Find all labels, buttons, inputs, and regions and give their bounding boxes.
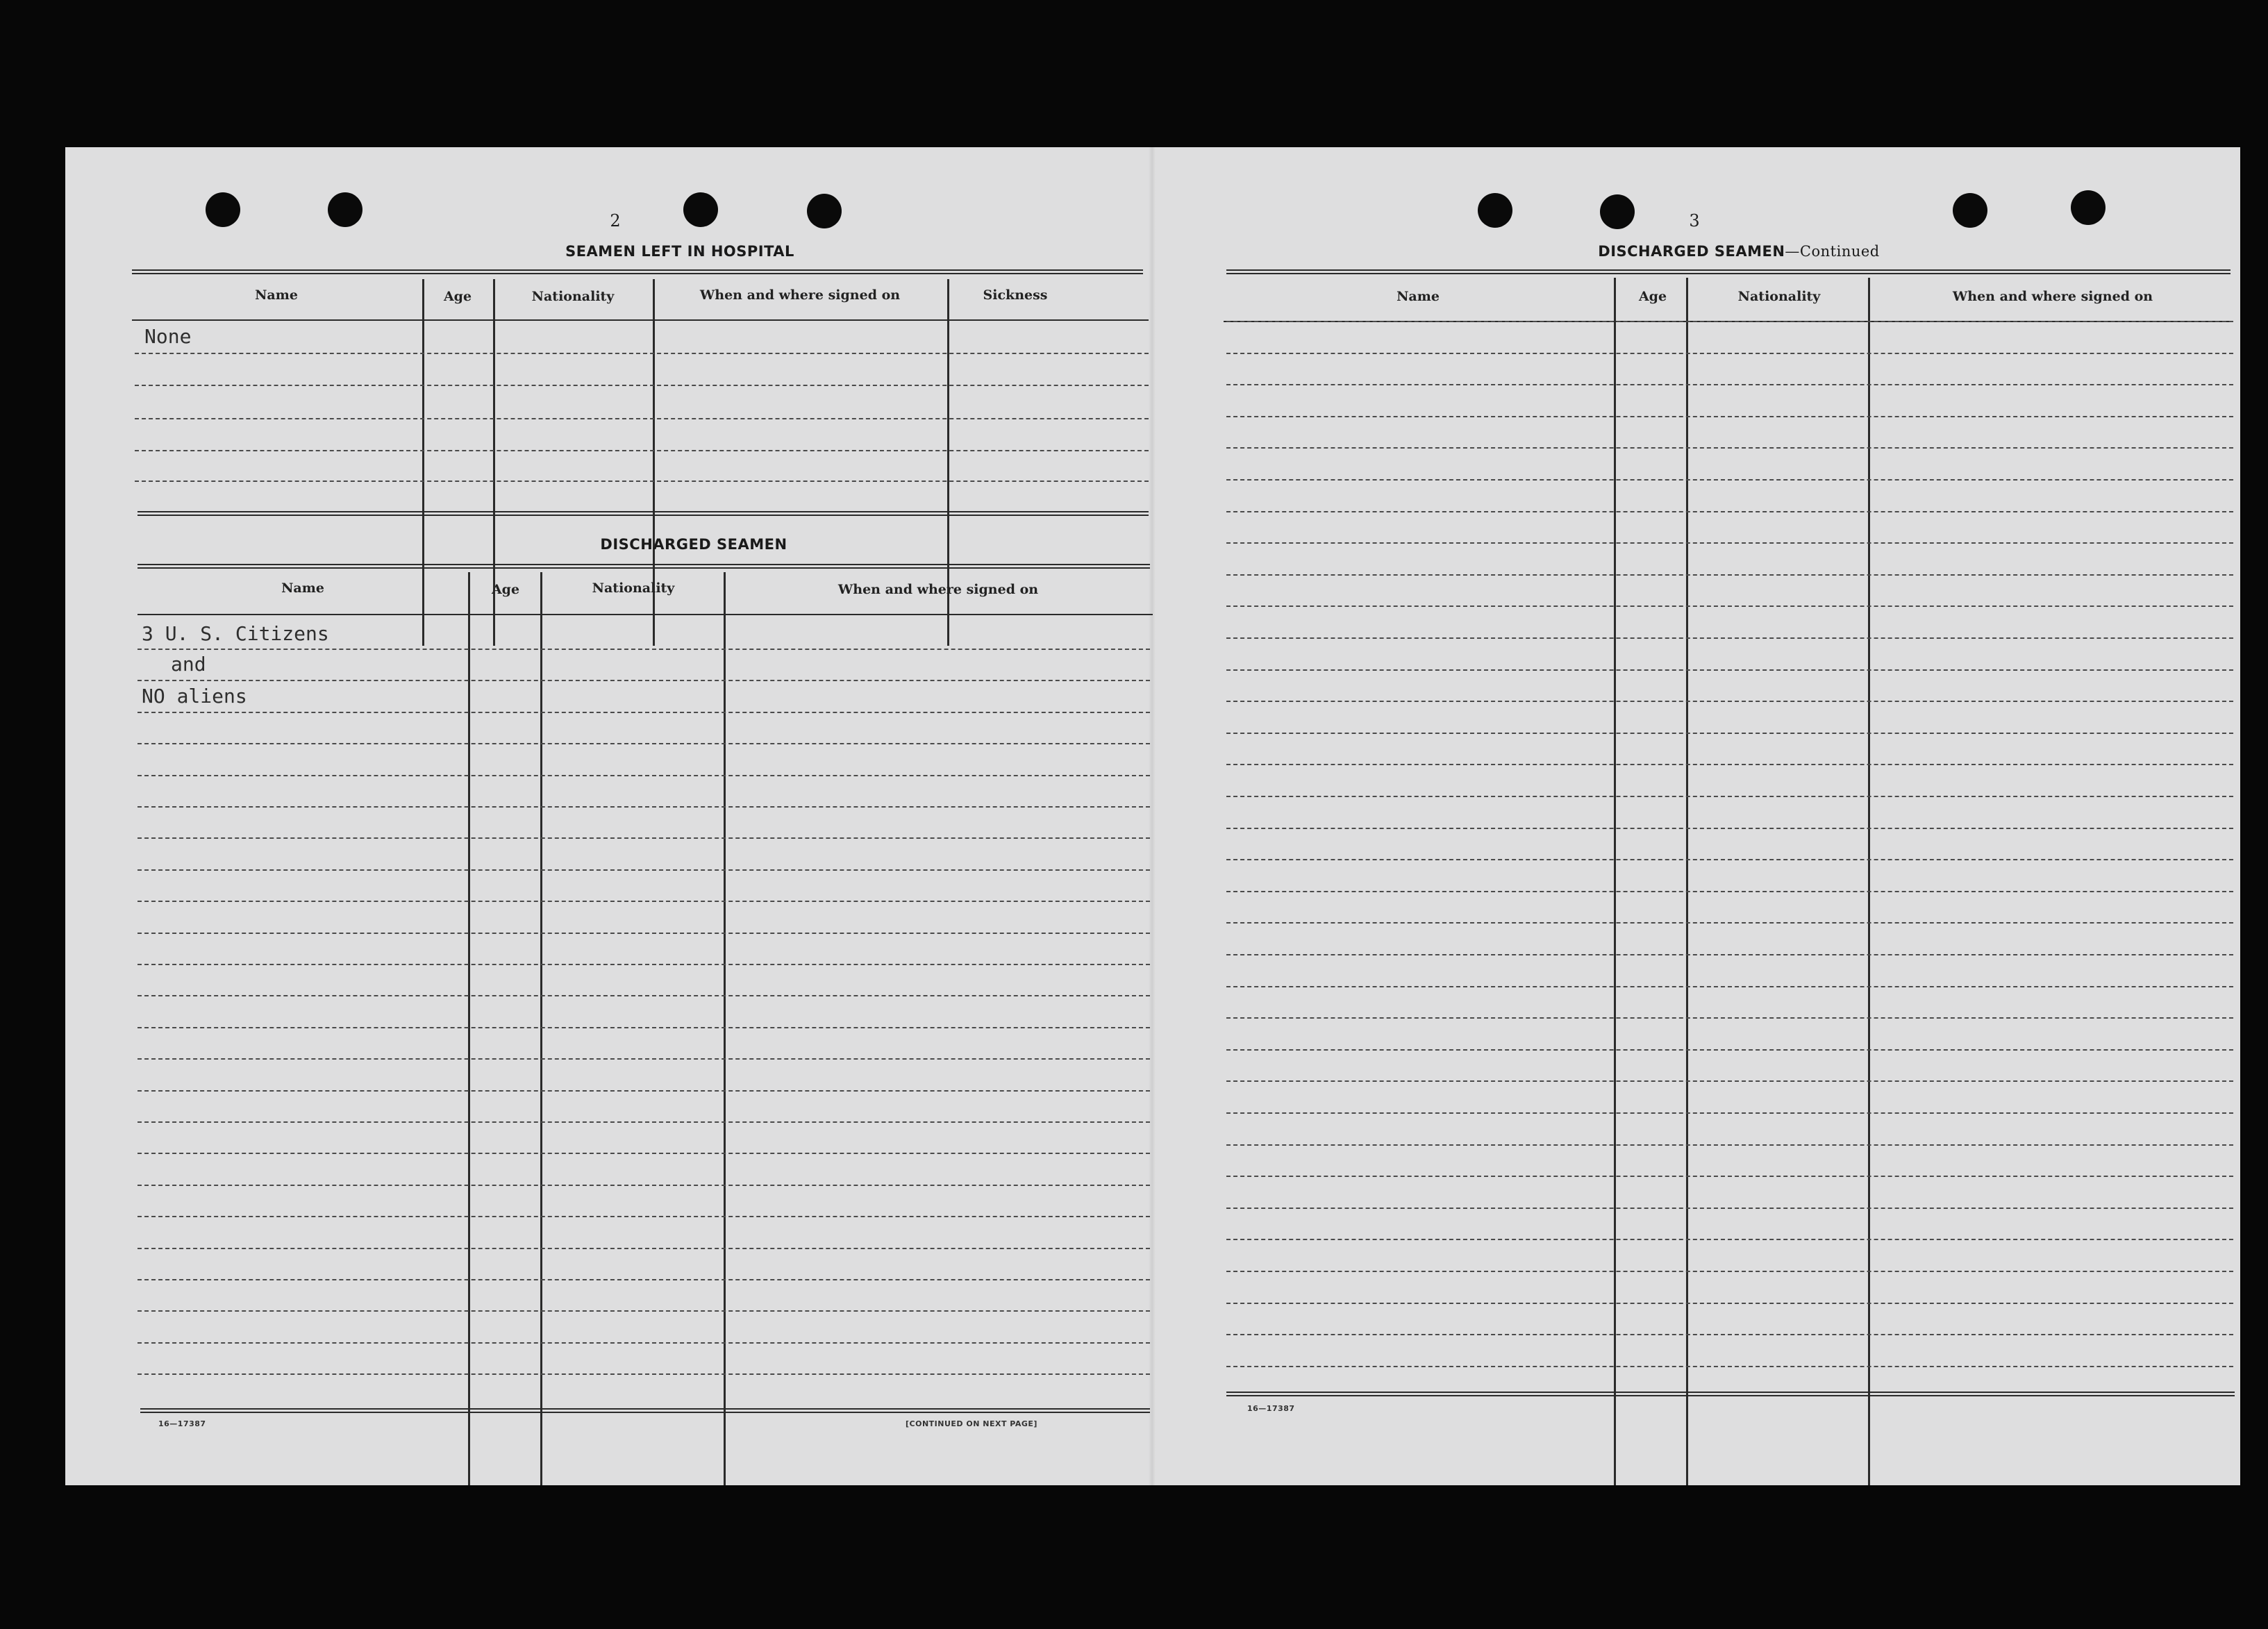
row-line xyxy=(137,1310,1150,1312)
continued-note: [CONTINUED ON NEXT PAGE] xyxy=(906,1419,1037,1428)
row-line xyxy=(1226,384,2233,385)
discharged-col-age: Age xyxy=(491,582,520,597)
row-line xyxy=(137,712,1150,713)
punch-hole xyxy=(328,192,362,227)
hospital-col-age: Age xyxy=(443,289,472,304)
row-line xyxy=(1226,796,2233,797)
right-col-divider xyxy=(1868,278,1870,1485)
punch-hole xyxy=(683,192,718,227)
row-line xyxy=(137,806,1150,808)
hospital-row-line xyxy=(135,481,1149,482)
right-col-age: Age xyxy=(1638,289,1667,304)
row-line xyxy=(137,1090,1150,1092)
row-line xyxy=(1226,542,2233,544)
row-line xyxy=(137,869,1150,871)
row-line xyxy=(1226,605,2233,607)
row-line xyxy=(1226,511,2233,512)
row-line xyxy=(137,1216,1150,1217)
row-line xyxy=(1226,1176,2233,1177)
discharged-col-signed-on: When and where signed on xyxy=(837,582,1039,597)
row-line xyxy=(1226,986,2233,987)
hospital-col-sickness: Sickness xyxy=(983,287,1048,303)
discharged-bottom-rule xyxy=(140,1408,1150,1413)
discharged-top-rule xyxy=(137,564,1150,569)
row-line xyxy=(137,1279,1150,1280)
row-line xyxy=(137,1027,1150,1028)
right-col-name: Name xyxy=(1396,289,1440,304)
right-col-nationality: Nationality xyxy=(1737,289,1821,304)
discharged-col-name: Name xyxy=(281,580,324,596)
row-line xyxy=(137,837,1150,839)
punch-hole xyxy=(1600,194,1635,229)
row-line xyxy=(1226,859,2233,860)
row-line xyxy=(137,1121,1150,1123)
row-line xyxy=(1226,1366,2233,1367)
row-line xyxy=(1226,1017,2233,1019)
hospital-col-name: Name xyxy=(255,287,298,303)
punch-hole xyxy=(807,194,842,228)
row-line xyxy=(1226,1208,2233,1209)
row-line xyxy=(1226,701,2233,702)
row-line xyxy=(1226,1112,2233,1114)
punch-hole xyxy=(206,192,240,227)
hospital-entry: None xyxy=(144,325,192,348)
page-number-left: 2 xyxy=(610,211,621,231)
page-number-right: 3 xyxy=(1689,211,1700,231)
row-line xyxy=(137,680,1150,681)
hospital-header-rule xyxy=(132,319,1149,321)
row-line xyxy=(137,1153,1150,1154)
punch-hole xyxy=(2071,190,2106,225)
row-line xyxy=(137,775,1150,776)
hospital-section-title: SEAMEN LEFT IN HOSPITAL xyxy=(565,243,794,260)
row-line xyxy=(1226,954,2233,955)
row-line xyxy=(137,1342,1150,1344)
discharged-section-title: DISCHARGED SEAMEN xyxy=(600,536,787,553)
row-line xyxy=(137,1373,1150,1375)
discharged-entry: NO aliens xyxy=(142,685,247,708)
row-line xyxy=(1226,321,2233,322)
hospital-row-line xyxy=(135,450,1149,451)
row-line xyxy=(1226,891,2233,892)
row-line xyxy=(137,901,1150,902)
row-line xyxy=(137,1185,1150,1186)
hospital-col-nationality: Nationality xyxy=(531,289,615,304)
hospital-col-signed-on: When and where signed on xyxy=(699,287,901,303)
row-line xyxy=(1226,1239,2233,1240)
row-line xyxy=(1226,1144,2233,1146)
right-top-rule xyxy=(1226,269,2231,274)
row-line xyxy=(1226,733,2233,734)
form-number-left: 16—17387 xyxy=(158,1419,206,1428)
discharged-entry: 3 U. S. Citizens xyxy=(142,622,329,645)
discharged-continued-title xyxy=(1482,243,1996,260)
row-line xyxy=(137,964,1150,965)
right-col-divider xyxy=(1614,278,1616,1485)
row-line xyxy=(1226,416,2233,417)
discharged-continued-title-main: DISCHARGED SEAMEN xyxy=(1598,243,1785,260)
row-line xyxy=(1226,828,2233,829)
row-line xyxy=(1226,764,2233,765)
right-col-divider xyxy=(1686,278,1688,1485)
right-col-signed-on: When and where signed on xyxy=(1952,289,2153,304)
discharged-col-divider xyxy=(540,572,542,1485)
discharged-col-divider xyxy=(468,572,470,1485)
hospital-top-rule xyxy=(132,269,1143,274)
row-line xyxy=(1226,1334,2233,1335)
hospital-row-line xyxy=(135,418,1149,419)
row-line xyxy=(1226,574,2233,576)
hospital-bottom-rule xyxy=(137,511,1149,516)
row-line xyxy=(1226,1049,2233,1051)
punch-hole xyxy=(1953,193,1987,228)
row-line xyxy=(137,649,1150,650)
row-line xyxy=(137,933,1150,934)
row-line xyxy=(1226,1080,2233,1082)
discharged-header-rule xyxy=(137,614,1153,615)
row-line xyxy=(1226,922,2233,924)
row-line xyxy=(137,743,1150,744)
row-line xyxy=(1226,479,2233,481)
page-fold xyxy=(1149,147,1156,1485)
row-line xyxy=(1226,637,2233,639)
punch-hole xyxy=(1478,193,1512,228)
hospital-row-line xyxy=(135,353,1149,354)
row-line xyxy=(137,1248,1150,1249)
form-number-right: 16—17387 xyxy=(1247,1404,1295,1413)
row-line xyxy=(1226,447,2233,449)
row-line xyxy=(1226,1271,2233,1272)
discharged-continued-title-suffix: —Continued xyxy=(1785,243,1880,260)
discharged-col-divider xyxy=(724,572,726,1485)
row-line xyxy=(1226,669,2233,671)
discharged-col-nationality: Nationality xyxy=(592,580,675,596)
hospital-row-line xyxy=(135,385,1149,386)
row-line xyxy=(1226,1303,2233,1304)
discharged-entry: and xyxy=(171,653,206,676)
row-line xyxy=(137,1058,1150,1060)
right-bottom-rule xyxy=(1226,1392,2235,1396)
document-paper xyxy=(65,147,2240,1485)
row-line xyxy=(137,995,1150,996)
row-line xyxy=(1226,353,2233,354)
